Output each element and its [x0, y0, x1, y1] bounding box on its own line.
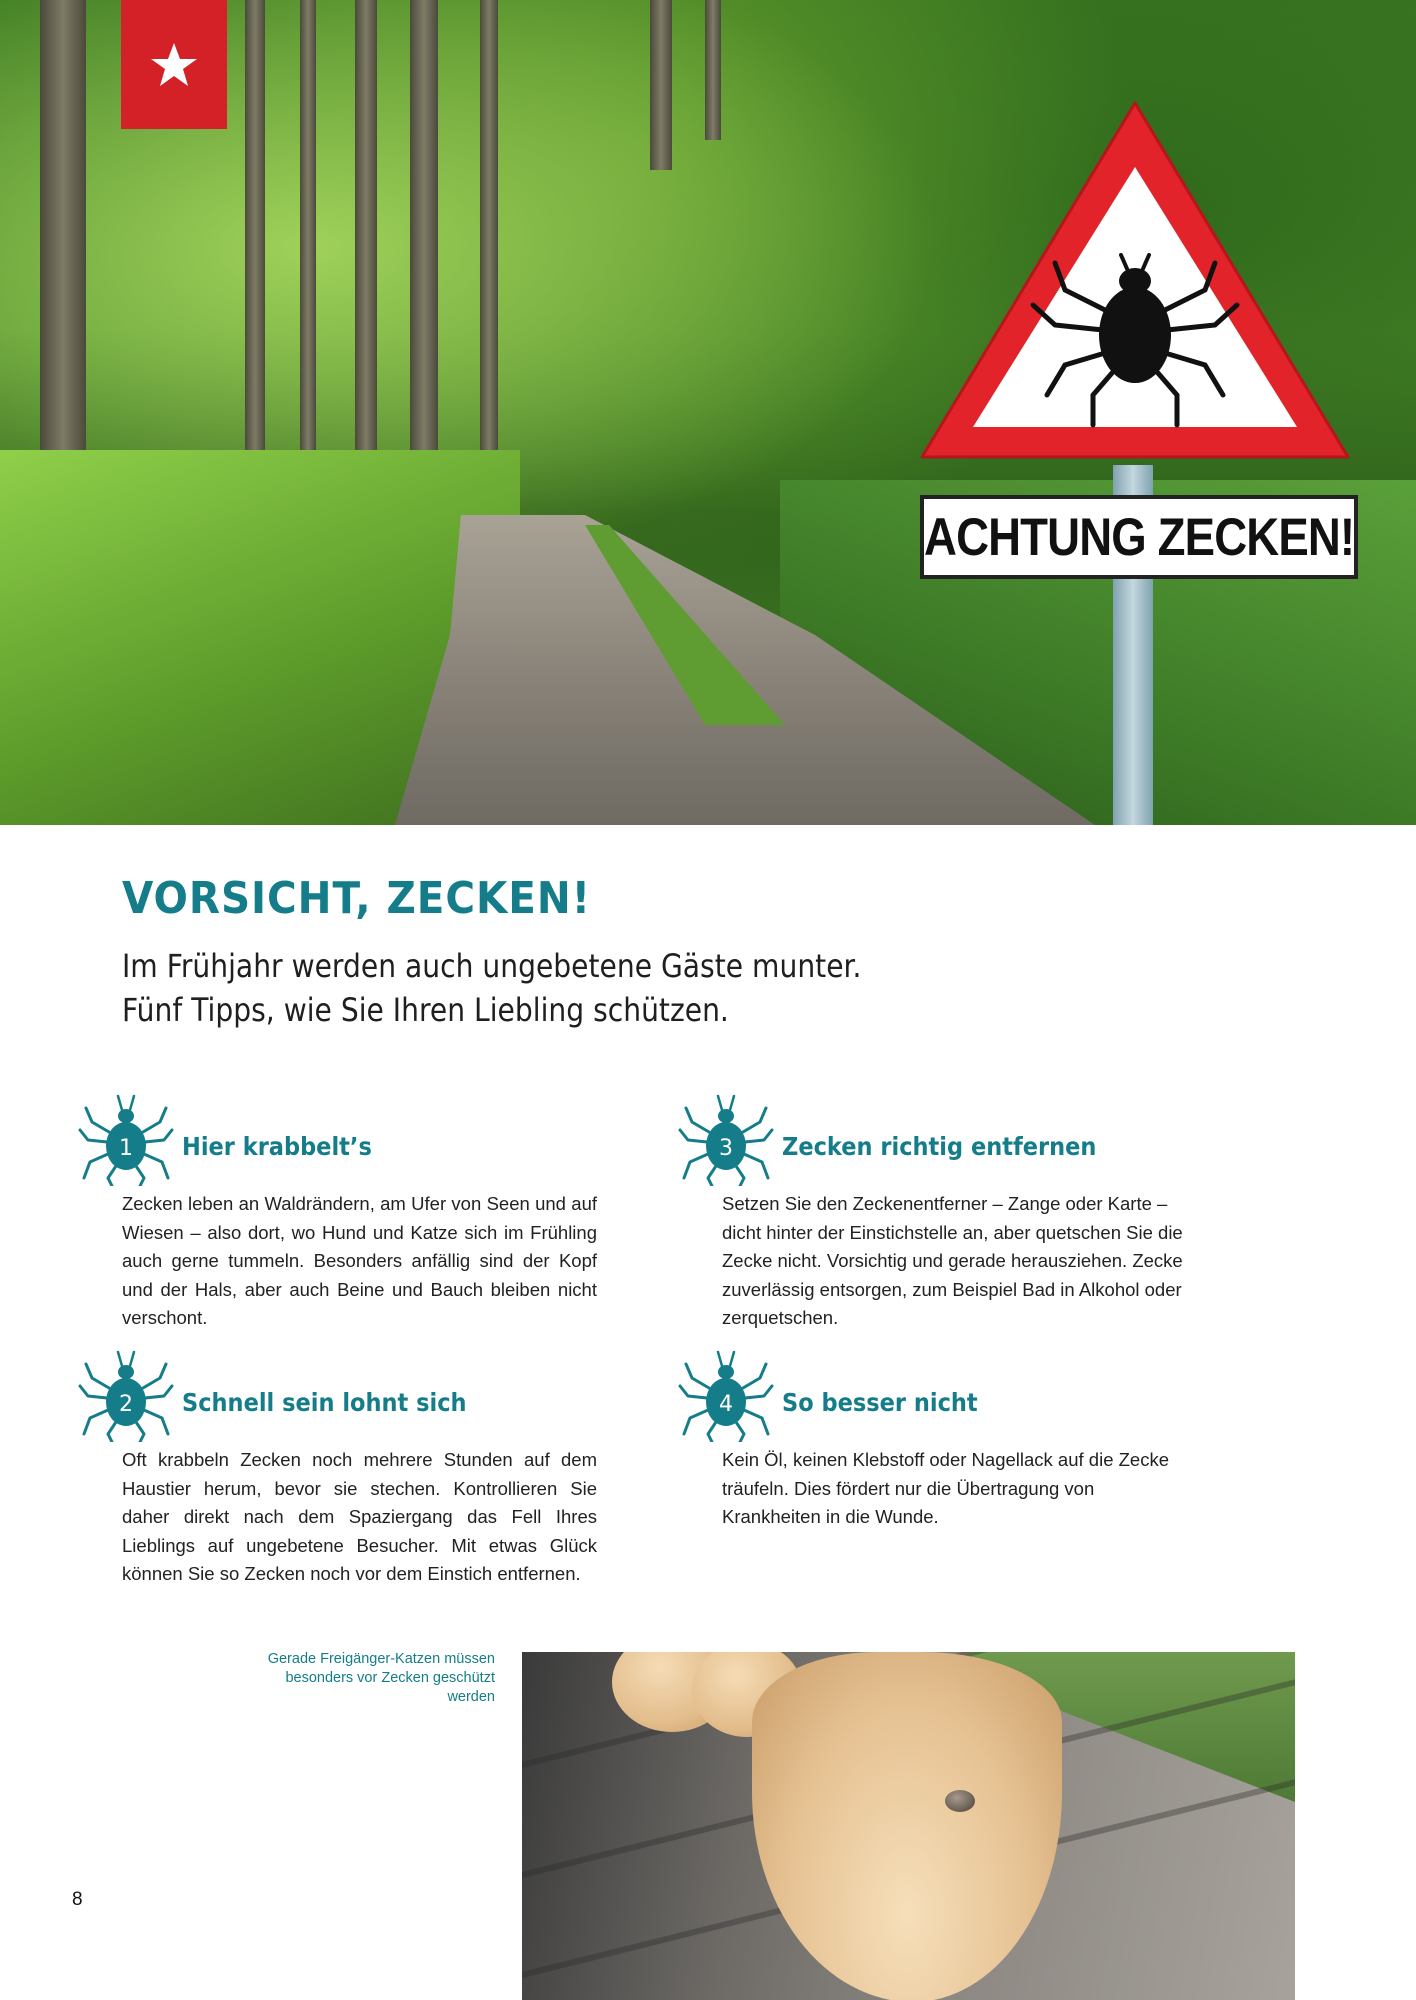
photo-caption: Gerade Freigänger-Katzen müssen besonders vor Zecken geschützt werden [267, 1651, 495, 1705]
sign-panel [920, 495, 1358, 579]
tree-trunk [245, 0, 265, 470]
tick-warning-triangle-icon [915, 95, 1355, 475]
subtitle [122, 944, 914, 1032]
subtitle-line: Fünf Tipps, wie Sie Ihren Liebling schützen. [122, 991, 729, 1029]
tick-on-paw [945, 1790, 975, 1812]
tick-icon [678, 1346, 774, 1442]
subtitle-line: Im Frühjahr werden auch ungebetene Gäste munter. [122, 947, 862, 985]
tip-title: So besser nicht [782, 1388, 978, 1417]
tip-text: Kein Öl, keinen Klebstoff oder Nagellack auf die Zecke träufeln. Dies fördert nur die Übertragung von Krankheiten in die Wunde. [722, 1449, 1169, 1527]
tree-trunk [355, 0, 377, 470]
tick-icon [678, 1090, 774, 1186]
warning-sign [915, 95, 1355, 825]
page-number: 8 [72, 1889, 83, 1910]
tick-icon [78, 1346, 174, 1442]
red-flag [121, 0, 227, 129]
tip-text: Oft krabbeln Zecken noch mehrere Stunden auf dem Haustier herum, bevor sie stechen. Kontrollieren Sie daher direkt nach dem Spaziergang das Fell Ihres Lieblings auf ungebetene Besucher. Mit etwas Glück können Sie so Zecken noch vor dem Einstich entfernen. [122, 1449, 597, 1584]
tip-text: Setzen Sie den Zeckenentferner – Zange oder Karte – dicht hinter der Einstichstelle an, aber quetschen Sie die Zecke nicht. Vorsichtig und gerade herausziehen. Zecke zuverlässig entsorgen, zum Beispiel Bad in Alkohol oder zerquetschen. [722, 1193, 1183, 1328]
sign-text: ACHTUNG ZECKEN! [923, 507, 1355, 567]
tree-trunk [480, 0, 498, 470]
tip-title: Zecken richtig entfernen [782, 1132, 1097, 1161]
tree-trunk [650, 0, 672, 170]
star-icon [149, 41, 199, 89]
tick-icon [78, 1090, 174, 1186]
tip-title: Hier krabbelt’s [182, 1132, 372, 1161]
tree-trunk [705, 0, 721, 140]
tip-text: Zecken leben an Waldrändern, am Ufer von Seen und auf Wiesen – also dort, wo Hund und Katze sich im Frühling auch gerne tummeln. Besonders anfällig sind der Kopf und der Hals, aber auch Beine und Bauch bleiben nicht verschont. [122, 1193, 597, 1328]
tip-number: 4 [719, 1392, 733, 1417]
tree-trunk [300, 0, 316, 470]
page-title: VORSICHT, ZECKEN! [122, 873, 592, 924]
tree-trunk [410, 0, 438, 480]
tree-trunk [40, 0, 86, 480]
tip-number: 2 [119, 1392, 133, 1417]
tip-number: 1 [119, 1136, 133, 1161]
tip-title: Schnell sein lohnt sich [182, 1388, 467, 1417]
tip-number: 3 [719, 1136, 733, 1161]
cat-paw-photo [522, 1652, 1295, 2000]
cat-paw [752, 1652, 1062, 2000]
